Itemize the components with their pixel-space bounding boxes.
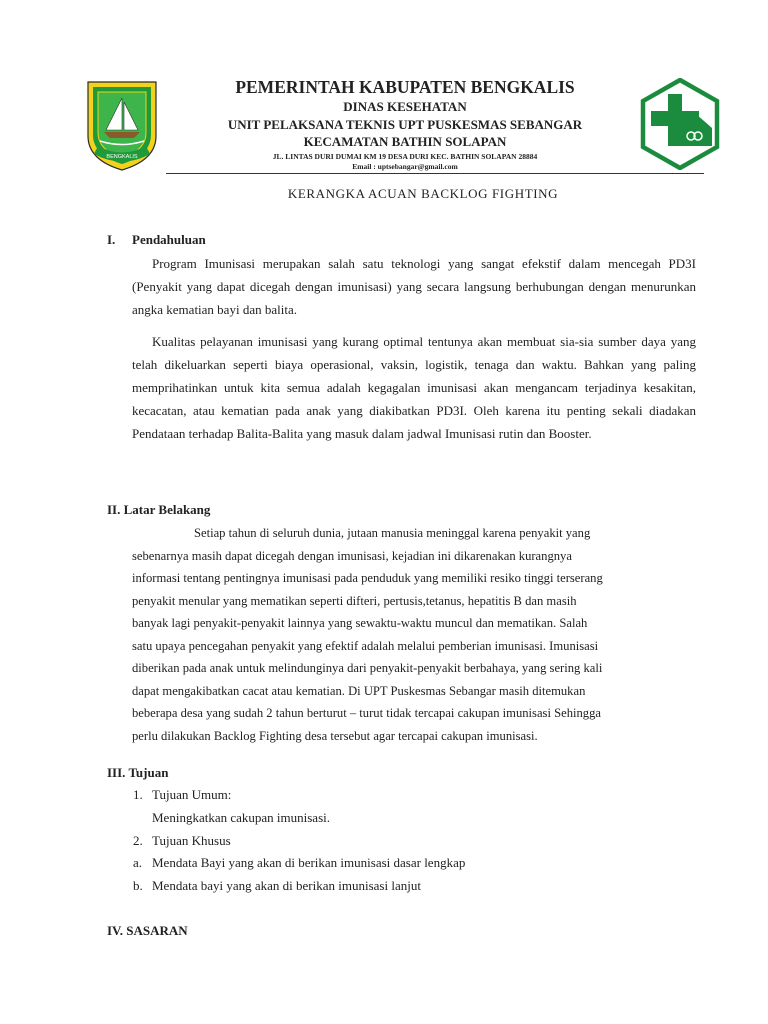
section-2-heading: II. Latar Belakang bbox=[107, 502, 211, 517]
document-title: KERANGKA ACUAN BACKLOG FIGHTING bbox=[287, 186, 559, 201]
section-1-heading: Pendahuluan bbox=[132, 232, 206, 247]
body-line: informasi tentang pentingnya imunisasi pada penduduk yang memiliki resiko tinggi terserang bbox=[132, 571, 603, 585]
body-line: dapat mengakibatkan cacat atau kematian. Di UPT Puskesmas Sebangar masih ditemukan bbox=[132, 683, 586, 698]
list-letter: a. bbox=[133, 855, 143, 870]
body-line: diberikan pada anak untuk melindunginya dari penyakit-penyakit berbahaya, yang sering kali bbox=[132, 661, 603, 675]
svg-text:BENGKALIS: BENGKALIS bbox=[106, 154, 138, 160]
list-item-description: Meningkatkan cakupan imunisasi. bbox=[152, 810, 330, 825]
department-name: DINAS KESEHATAN bbox=[343, 99, 467, 114]
section-4-heading: IV. SASARAN bbox=[107, 923, 188, 938]
district-name: KECAMATAN BATHIN SOLAPAN bbox=[303, 134, 507, 149]
body-line: beberapa desa yang sudah 2 tahun berturut – turut tidak tercapai cakupan imunisasi Sehingga bbox=[132, 706, 601, 720]
paragraph-text: Kualitas pelayanan imunisasi yang kurang optimal tentunya akan membuat sia-sia sumber daya yang telah dikeluarkan seperti biaya operasional, vaksin, logistik, tenaga dan waktu. Bahkan yang paling memprihatinkan untuk kita semua adalah kegagalan imunisasi akan mengancam terjadinya kesakitan, kecacatan, atau kematian pada anak yang diakibatkan PD3I. Oleh karena itu penting sekali diadakan Pendataan terhadap Balita-Balita yang masuk dalam jadwal Imunisasi rutin dan Booster. bbox=[132, 334, 696, 441]
letterhead-divider bbox=[166, 173, 704, 174]
section-2-body bbox=[132, 522, 712, 747]
puskesmas-logo bbox=[640, 78, 720, 170]
government-name: PEMERINTAH KABUPATEN BENGKALIS bbox=[235, 77, 575, 97]
email-line: Email : uptsebangar@gmail.com bbox=[352, 162, 458, 171]
list-number: 1. bbox=[133, 787, 143, 802]
list-item-b: Mendata bayi yang akan di berikan imunisasi lanjut bbox=[152, 878, 421, 893]
body-line: penyakit menular yang mematikan seperti difteri, pertusis,tetanus, hepatitis B dan masih bbox=[132, 593, 577, 608]
paragraph-text: Program Imunisasi merupakan salah satu teknologi yang sangat efekstif dalam mencegah PD3I (Penyakit yang dapat dicegah dengan imunisasi) yang secara langsung berhubungan dengan menurunkan angka kematian bayi dan balita. bbox=[132, 256, 696, 317]
section-1-paragraph-1 bbox=[132, 252, 696, 321]
list-letter: b. bbox=[133, 878, 143, 893]
bengkalis-emblem-logo bbox=[84, 78, 160, 172]
body-line: perlu dilakukan Backlog Fighting desa tersebut agar tercapai cakupan imunisasi. bbox=[132, 728, 538, 743]
section-3-heading: III. Tujuan bbox=[107, 765, 169, 780]
section-1-paragraph-2 bbox=[132, 330, 696, 445]
list-item-tujuan-umum: Tujuan Umum: bbox=[152, 787, 232, 802]
body-line: satu upaya pencegahan penyakit yang efektif adalah melalui pemberian imunisasi. Imunisasi bbox=[132, 638, 599, 653]
unit-name: UNIT PELAKSANA TEKNIS UPT PUSKESMAS SEBANGAR bbox=[227, 117, 583, 132]
body-line: banyak lagi penyakit-penyakit lainnya yang sewaktu-waktu muncul dan mematikan. Salah bbox=[132, 616, 588, 630]
list-item-a: Mendata Bayi yang akan di berikan imunisasi dasar lengkap bbox=[152, 855, 466, 870]
address-line: JL. LINTAS DURI DUMAI KM 19 DESA DURI KEC. BATHIN SOLAPAN 28884 bbox=[272, 152, 538, 161]
section-1-number: I. bbox=[107, 232, 116, 247]
list-number: 2. bbox=[133, 833, 143, 848]
body-line: sebenarnya masih dapat dicegah dengan imunisasi, kejadian ini dikarenakan kurangnya bbox=[132, 548, 572, 563]
body-line: Setiap tahun di seluruh dunia, jutaan manusia meninggal karena penyakit yang bbox=[194, 526, 591, 540]
list-item-tujuan-khusus: Tujuan Khusus bbox=[152, 833, 231, 848]
